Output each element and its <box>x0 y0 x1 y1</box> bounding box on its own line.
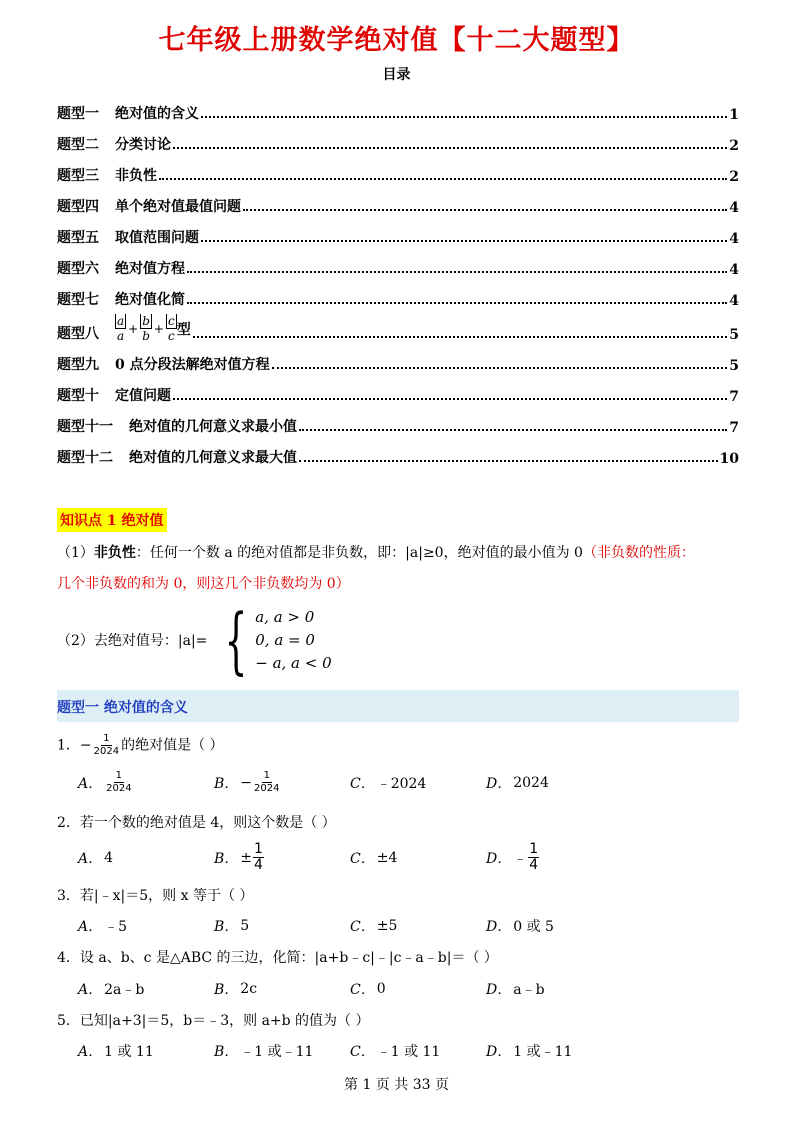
toc-label: 题型八 <box>57 326 99 342</box>
toc-page: 2 <box>729 138 739 154</box>
knowledge-paragraph-1-cont: 几个非负数的和为 0，则这几个非负数均为 0） <box>57 576 350 592</box>
toc-row[interactable] <box>57 309 739 343</box>
brace-symbol: { <box>224 598 248 682</box>
toc-text: 绝对值的几何意义求最大值 <box>129 450 297 466</box>
toc-leader <box>201 240 727 242</box>
question-4: 4．设 a、b、c 是△ABC 的三边，化简：|a+b﹣c|﹣|c﹣a﹣b|＝（ ） <box>57 950 498 966</box>
toc-label: 题型五 <box>57 230 99 246</box>
case-item: − a, a < 0 <box>255 653 332 672</box>
toc-page: 7 <box>729 420 739 436</box>
toc-heading: 目录 <box>382 67 411 83</box>
option-b[interactable]: B． − $\frac{1}{2024}$ <box>214 770 280 794</box>
toc-page: 4 <box>729 262 739 278</box>
option-b[interactable]: B． ﹣1 或﹣11 <box>214 1044 314 1060</box>
toc-leader <box>272 367 728 369</box>
fraction-b: $\frac{b}{b}$ <box>142 314 150 343</box>
toc-page: 10 <box>719 451 739 467</box>
toc-label: 题型四 <box>57 199 99 215</box>
toc-row[interactable] <box>57 278 739 309</box>
toc-row[interactable] <box>57 216 739 247</box>
option-c[interactable]: C． ±4 <box>350 849 398 867</box>
toc-page: 4 <box>729 200 739 216</box>
case-item: 0, a = 0 <box>255 630 315 649</box>
option-d[interactable]: D． 2024 <box>486 774 549 792</box>
toc-leader <box>299 429 727 431</box>
toc-label: 题型十 <box>57 388 99 404</box>
option-a[interactable]: A． 1 2024 <box>78 770 132 794</box>
toc-label: 题型七 <box>57 292 99 308</box>
question-2-options <box>78 842 678 873</box>
toc-label: 题型十二 <box>57 450 113 466</box>
plus-sign: + <box>153 321 164 336</box>
page-footer: 第 1 页 共 33 页 <box>344 1077 449 1093</box>
toc-row[interactable] <box>57 405 739 436</box>
toc-row[interactable] <box>57 123 739 154</box>
option-c[interactable]: C． ﹣1 或 11 <box>350 1044 441 1060</box>
fraction: $\frac{1}{2024}$ <box>93 733 120 757</box>
toc-row[interactable] <box>57 247 739 278</box>
toc-text: 型 <box>176 321 191 338</box>
option-a[interactable]: A． ﹣5 <box>78 919 128 935</box>
question-3-options <box>78 916 678 936</box>
toc-page: 7 <box>729 389 739 405</box>
page-title: 七年级上册数学绝对值【十二大题型】 <box>158 25 635 56</box>
toc-page: 2 <box>729 169 739 185</box>
toc-text: 分类讨论 <box>115 137 171 153</box>
toc-text: 单个绝对值最值问题 <box>115 199 241 215</box>
table-of-contents <box>57 92 739 467</box>
knowledge-paragraph-1: （1）非负性：任何一个数 a 的绝对值都是非负数，即：|a|≥0，绝对值的最小值为 0（非负数的性质： <box>57 545 695 561</box>
option-b[interactable]: B． 5 <box>214 918 250 935</box>
fraction: $\frac{1}{2024}$ <box>254 770 280 794</box>
toc-leader <box>159 178 727 180</box>
toc-page: 1 <box>729 107 739 123</box>
fraction-a: $\frac{a}{a}$ <box>117 314 125 343</box>
option-c[interactable]: C． ±5 <box>350 918 398 935</box>
question-1: 1．− $\frac{1}{2024}$ 的绝对值是（ ） <box>57 733 224 757</box>
section-header: 题型一 绝对值的含义 <box>57 690 739 722</box>
question-5: 5．已知|a+3|＝5，b＝﹣3，则 a+b 的值为（ ） <box>57 1013 370 1029</box>
toc-page: 4 <box>729 293 739 309</box>
fraction-c: $\frac{c}{c}$ <box>167 314 175 343</box>
question-1-options <box>78 770 678 795</box>
toc-row[interactable] <box>57 374 739 405</box>
toc-label: 题型十一 <box>57 419 113 435</box>
toc-row[interactable] <box>57 436 739 467</box>
case-item: a, a > 0 <box>255 607 315 626</box>
toc-leader <box>173 398 727 400</box>
option-d[interactable]: D． ﹣ 1 4 <box>486 841 539 873</box>
toc-formula <box>115 314 191 343</box>
question-5-options <box>78 1041 678 1061</box>
toc-page: 4 <box>729 231 739 247</box>
question-3: 3．若|﹣x|＝5，则 x 等于（ ） <box>57 888 254 904</box>
toc-text: 0 点分段法解绝对值方程 <box>115 357 270 373</box>
toc-label: 题型二 <box>57 137 99 153</box>
option-c[interactable]: C． ﹣2024 <box>350 775 427 792</box>
toc-row[interactable] <box>57 185 739 216</box>
toc-row[interactable] <box>57 92 739 123</box>
option-a[interactable]: A． 2a﹣b <box>78 982 145 998</box>
fraction: 1 4 <box>529 841 539 873</box>
piecewise-definition <box>57 598 332 682</box>
option-d[interactable]: D． 0 或 5 <box>486 919 554 935</box>
toc-text: 取值范围问题 <box>115 230 199 246</box>
option-c[interactable]: C． 0 <box>350 981 386 998</box>
toc-leader <box>193 336 728 338</box>
toc-label: 题型六 <box>57 261 99 277</box>
option-a[interactable]: A． 4 <box>78 849 114 867</box>
toc-leader <box>187 271 727 273</box>
fraction: 1 2024 <box>106 770 132 794</box>
toc-label: 题型九 <box>57 357 99 373</box>
toc-text: 非负性 <box>115 168 157 184</box>
toc-text: 绝对值化简 <box>115 292 185 308</box>
toc-leader <box>187 302 727 304</box>
question-2: 2．若一个数的绝对值是 4，则这个数是（ ） <box>57 815 336 831</box>
toc-row[interactable] <box>57 154 739 185</box>
toc-leader <box>201 116 727 118</box>
toc-leader <box>173 147 727 149</box>
toc-label: 题型三 <box>57 168 99 184</box>
knowledge-point-tag: 知识点 1 绝对值 <box>57 508 167 532</box>
option-d[interactable]: D． a﹣b <box>486 982 545 998</box>
toc-text: 绝对值方程 <box>115 261 185 277</box>
question-4-options <box>78 979 678 999</box>
fraction: $\frac{1}{4}$ <box>254 841 263 873</box>
knowledge-paragraph-2: （2）去绝对值号：|a|= <box>57 633 208 649</box>
toc-label: 题型一 <box>57 106 99 122</box>
toc-leader <box>243 209 727 211</box>
option-b[interactable]: B． 2c <box>214 981 258 998</box>
toc-text: 绝对值的几何意义求最小值 <box>129 419 297 435</box>
option-b[interactable]: B． ± $\frac{1}{4}$ <box>214 841 263 873</box>
toc-text: 定值问题 <box>115 388 171 404</box>
toc-text: 绝对值的含义 <box>115 106 199 122</box>
toc-row[interactable] <box>57 343 739 374</box>
toc-leader <box>299 460 718 462</box>
cases-list <box>255 606 331 675</box>
plus-sign: + <box>128 321 139 336</box>
option-a[interactable]: A． 1 或 11 <box>78 1044 154 1060</box>
option-d[interactable]: D． 1 或﹣11 <box>486 1044 573 1060</box>
toc-page: 5 <box>729 358 739 374</box>
toc-page: 5 <box>729 327 739 343</box>
